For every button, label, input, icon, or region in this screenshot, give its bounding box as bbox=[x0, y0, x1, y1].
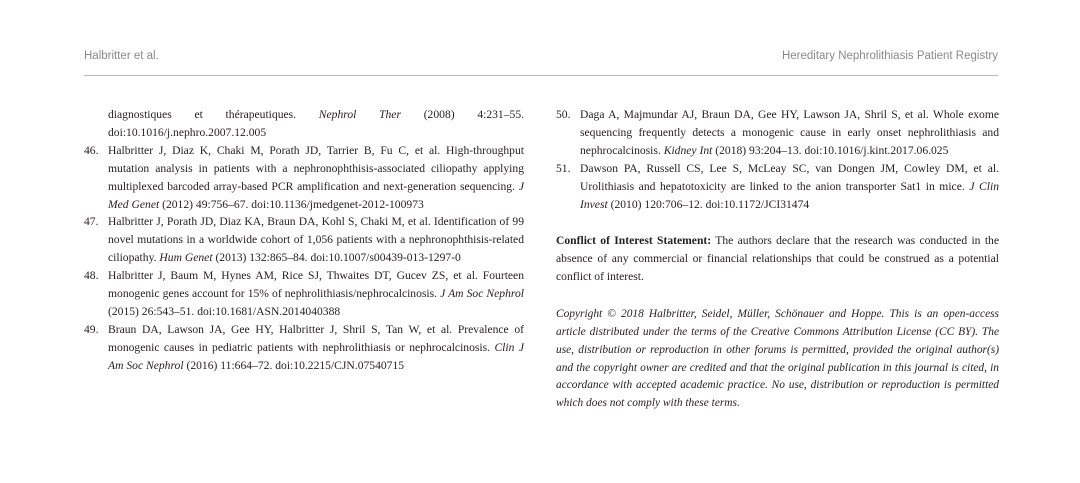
conflict-text: The authors declare that the research was conducted in the absence of any commercial or financial relationships that could be construed as a potential conflict of interest. bbox=[556, 234, 999, 284]
ref-text: diagnostiques et thérapeutiques. bbox=[108, 108, 319, 121]
ref-journal: Hum Genet bbox=[159, 251, 213, 265]
ref-journal: Nephrol Ther bbox=[318, 108, 401, 121]
ref-text: Halbritter J, Diaz K, Chaki M, Porath JD, Tarrier B, Fu C, et al. High-throughput mutation analysis in patients with a nephronophthisis-associated ciliopathy applying multiplexed barcoded array-based PCR amplification and next-generation sequencing. bbox=[108, 143, 524, 193]
ref-doi: (2012) 49:756–67. doi:10.1136/jmedgenet-2012-100973 bbox=[159, 197, 424, 211]
ref-number: 48. bbox=[84, 269, 99, 283]
copyright-notice: Copyright © 2018 Halbritter, Seidel, Müller, Schönauer and Hoppe. This is an open-access article distributed under the terms of the Creative Commons Attribution License (CC BY). The use, distribution or reproduction in other forums is permitted, provided the original author(s) and the copyright owner are credited and that the original publication in this journal is cited, in accordance with accepted academic practice. No use, distribution or reproduction is permitted which does not comply with these terms. bbox=[556, 308, 999, 410]
reference-49 bbox=[84, 321, 524, 375]
ref-doi: (2018) 93:204–13. doi:10.1016/j.kint.2017.06.025 bbox=[712, 143, 949, 157]
ref-text: Braun DA, Lawson JA, Gee HY, Halbritter J, Shril S, Tan W, et al. Prevalence of monogenic causes in pediatric patients with nephrolithiasis or nephrocalcinosis. bbox=[108, 322, 524, 354]
reference-51 bbox=[556, 160, 999, 214]
ref-number: 49. bbox=[84, 322, 99, 336]
conflict-label: Conflict of Interest Statement: bbox=[556, 234, 712, 248]
header-rule bbox=[84, 75, 998, 76]
reference-50 bbox=[556, 106, 999, 160]
ref-text: Dawson PA, Russell CS, Lee S, McLeay SC, van Dongen JM, Cowley DM, et al. Urolithiasis and hepatotoxicity are linked to the anion transporter Sat1 in mice. bbox=[580, 161, 999, 193]
ref-journal: J Med Genet bbox=[108, 179, 524, 211]
ref-text: Halbritter J, Baum M, Hynes AM, Rice SJ, Thwaites DT, Gucev ZS, et al. Fourteen monogenic genes account for 15% of nephrolithiasis/nephrocalcinosis. bbox=[108, 269, 524, 301]
running-head-authors: Halbritter et al. bbox=[84, 50, 159, 62]
right-column bbox=[556, 106, 999, 424]
ref-doi: (2016) 11:664–72. doi:10.2215/CJN.07540715 bbox=[183, 358, 405, 372]
reference-48 bbox=[84, 267, 524, 321]
conflict-of-interest-statement bbox=[556, 232, 999, 286]
ref-text: Halbritter J, Porath JD, Diaz KA, Braun DA, Kohl S, Chaki M, et al. Identification of 99 novel mutations in a worldwide cohort of 1,056 patients with a nephronophthisis-related ciliopathy. bbox=[108, 215, 524, 265]
ref-doi: (2010) 120:706–12. doi:10.1172/JCI31474 bbox=[607, 197, 810, 211]
left-column bbox=[84, 106, 524, 375]
reference-46 bbox=[84, 142, 524, 214]
ref-number: 47. bbox=[84, 215, 99, 229]
ref-journal: J Am Soc Nephrol bbox=[440, 287, 524, 301]
ref-journal: Kidney Int bbox=[663, 143, 713, 157]
reference-47 bbox=[84, 213, 524, 267]
ref-journal: J Clin Invest bbox=[580, 179, 999, 211]
ref-number: 50. bbox=[556, 108, 571, 121]
ref-journal: Clin J Am Soc Nephrol bbox=[108, 340, 524, 372]
running-head-title: Hereditary Nephrolithiasis Patient Registry bbox=[781, 50, 998, 62]
ref-number: 51. bbox=[556, 161, 571, 175]
ref-doi: (2015) 26:543–51. doi:10.1681/ASN.2014040388 bbox=[108, 304, 341, 318]
ref-number: 46. bbox=[84, 143, 99, 157]
reference-45-continuation bbox=[84, 106, 524, 142]
ref-text: Daga A, Majmundar AJ, Braun DA, Gee HY, Lawson JA, Shril S, et al. Whole exome sequencing frequently detects a monogenic cause in early onset nephrolithiasis and nephrocalcinosis. bbox=[580, 108, 999, 157]
ref-doi: (2008) 4:231–55. doi:10.1016/j.nephro.2007.12.005 bbox=[108, 108, 525, 139]
ref-doi: (2013) 132:865–84. doi:10.1007/s00439-013-1297-0 bbox=[212, 251, 461, 265]
